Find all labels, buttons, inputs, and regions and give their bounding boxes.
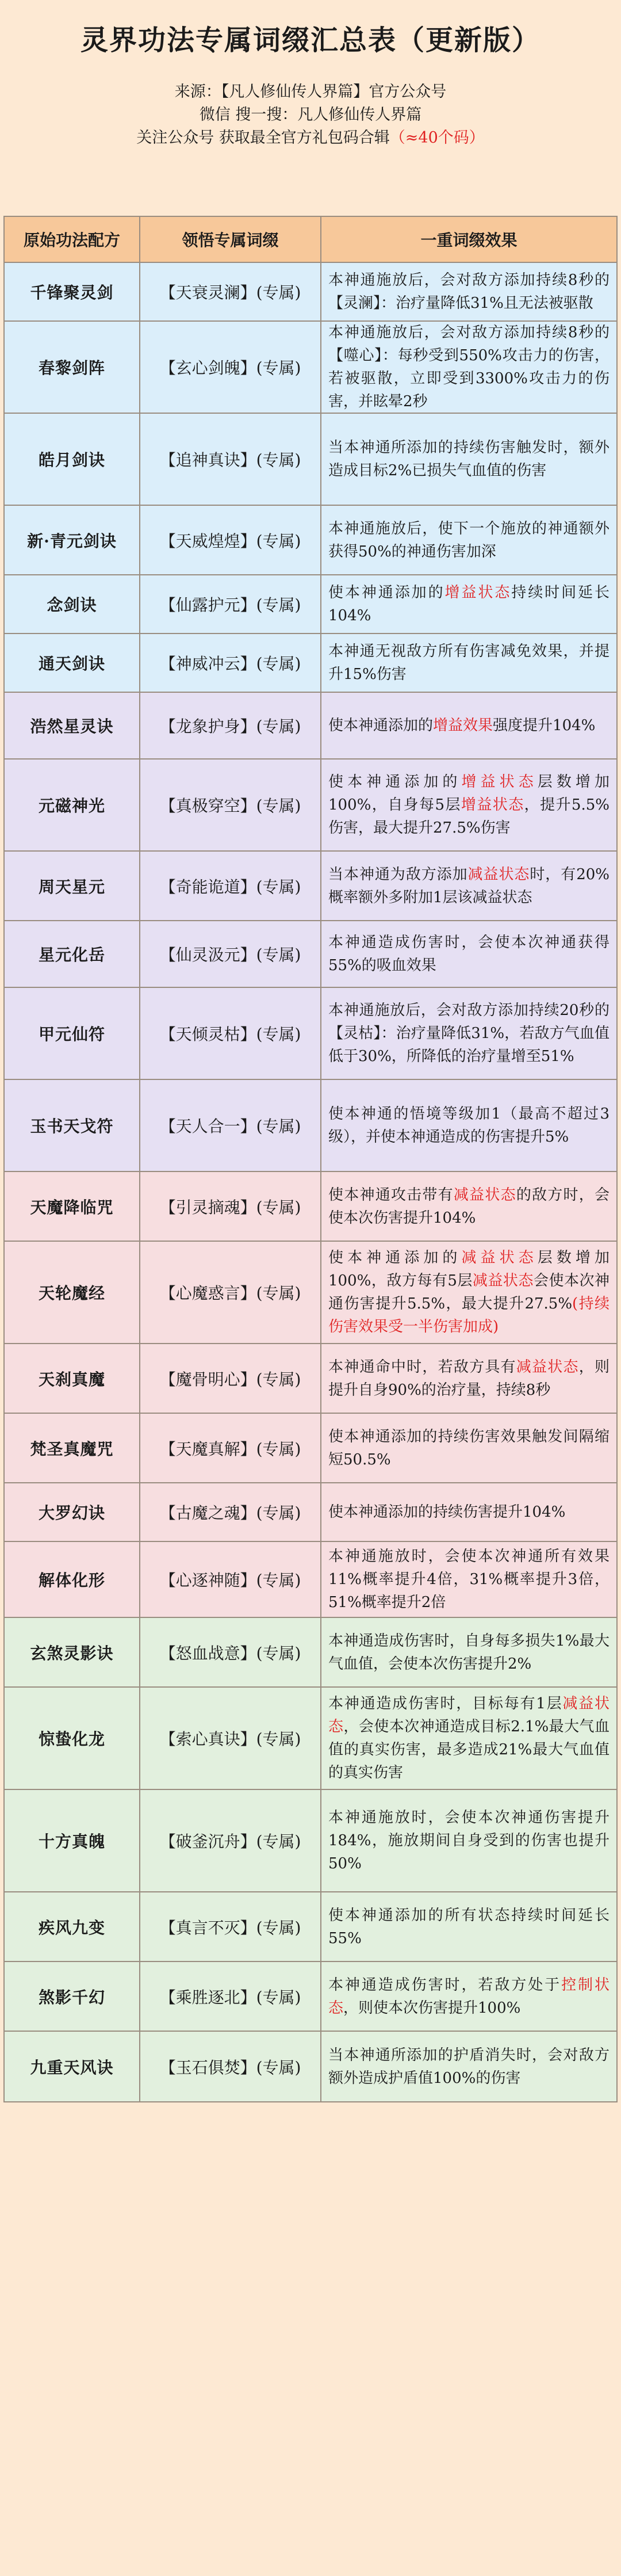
table-header: [5, 217, 616, 263]
effect-text: [328, 1356, 610, 1402]
affix-cell: 【神威冲云】(专属): [140, 634, 321, 692]
column-header-affix: 领悟专属词缀: [140, 217, 321, 262]
effect-cell: [321, 634, 616, 692]
recipe-cell: 星元化岳: [5, 921, 140, 987]
affix-cell: 【魔骨明心】(专属): [140, 1344, 321, 1413]
effect-segment: 使本神通添加的: [328, 773, 462, 791]
effect-cell: [321, 1962, 616, 2031]
effect-segment: 使本神通攻击带有: [328, 1186, 454, 1204]
table-row: [5, 852, 616, 921]
recipe-cell: 念剑诀: [5, 575, 140, 633]
status-keyword: 减益状态: [461, 1249, 538, 1266]
effect-cell: [321, 575, 616, 633]
effect-text: [328, 1501, 565, 1524]
table-row: [5, 634, 616, 693]
table-row: [5, 2032, 616, 2101]
affix-cell: 【玉石俱焚】(专属): [140, 2032, 321, 2101]
effect-cell: [321, 852, 616, 920]
table-row: [5, 760, 616, 852]
effect-segment: 持续时间延长104%: [328, 584, 610, 624]
effect-cell: [321, 506, 616, 574]
effect-text: [328, 321, 610, 413]
status-keyword: 增益效果: [433, 717, 493, 734]
recipe-cell: 皓月剑诀: [5, 414, 140, 505]
effect-segment: 使本神通添加的持续伤害提升104%: [328, 1503, 566, 1521]
recipe-cell: 十方真魄: [5, 1790, 140, 1891]
affix-cell: 【天魔真解】(专属): [140, 1414, 321, 1482]
affix-cell: 【玄心剑魄】(专属): [140, 322, 321, 413]
header: [0, 0, 621, 216]
effect-segment: 层数增加100%，敌方每有5层: [328, 1249, 610, 1289]
affix-cell: 【破釜沉舟】(专属): [140, 1790, 321, 1891]
effect-text: [328, 863, 610, 909]
effect-text: [328, 2044, 610, 2090]
effect-text: [328, 581, 610, 627]
table-row: [5, 1172, 616, 1242]
effect-text: [328, 770, 610, 839]
affix-cell: 【真极穿空】(专属): [140, 760, 321, 850]
recipe-cell: 新·青元剑诀: [5, 506, 140, 574]
status-keyword: (持续伤害效果受一半伤害加成): [328, 1295, 610, 1335]
wechat-line: 微信 搜一搜：凡人修仙传人界篇: [199, 106, 422, 124]
effect-cell: [321, 1790, 616, 1891]
table-row: [5, 921, 616, 988]
affix-cell: 【怒血战意】(专属): [140, 1618, 321, 1686]
table-row: [5, 1080, 616, 1172]
table-row: [5, 263, 616, 322]
table-row: [5, 1618, 616, 1688]
status-keyword: 减益状态: [453, 1186, 516, 1204]
effect-cell: [321, 1414, 616, 1482]
effect-text: [328, 517, 610, 563]
recipe-cell: 梵圣真魔咒: [5, 1414, 140, 1482]
page-title: 灵界功法专属词缀汇总表（更新版）: [80, 24, 540, 56]
affix-cell: 【索心真诀】(专属): [140, 1688, 321, 1789]
table-row: [5, 1892, 616, 1962]
recipe-cell: 通天剑诀: [5, 634, 140, 692]
table-row: [5, 1688, 616, 1790]
table-body: [5, 263, 616, 2101]
status-keyword: 增益状态: [444, 584, 512, 601]
affix-cell: 【引灵摘魂】(专属): [140, 1172, 321, 1241]
affix-cell: 【仙灵汲元】(专属): [140, 921, 321, 987]
effect-cell: [321, 1542, 616, 1617]
recipe-cell: 惊蛰化龙: [5, 1688, 140, 1789]
effect-segment: ，提升5.5%伤害，最大提升27.5%伤害: [328, 796, 610, 837]
recipe-cell: 甲元仙符: [5, 988, 140, 1079]
status-keyword: 控制状态: [328, 1976, 610, 2017]
effect-text: [328, 999, 610, 1068]
effect-segment: 的敌方时，会使本次伤害提升104%: [328, 1186, 610, 1227]
effect-segment: 使本神通的悟境等级加1（最高不超过3级），并使本神通造成的伤害提升5%: [328, 1105, 610, 1146]
recipe-cell: 天刹真魔: [5, 1344, 140, 1413]
affix-cell: 【天倾灵枯】(专属): [140, 988, 321, 1079]
effect-text: [328, 1184, 610, 1230]
recipe-cell: 浩然星灵诀: [5, 693, 140, 758]
effect-segment: 本神通造成伤害时，会使本次神通获得55%的吸血效果: [328, 934, 610, 974]
recipe-cell: 千锋聚灵剑: [5, 263, 140, 320]
effect-segment: 本神通造成伤害时，若敌方处于: [328, 1976, 562, 1994]
effect-text: [328, 1425, 610, 1471]
follow-line: [0, 127, 621, 150]
effect-segment: 使本神通添加的: [328, 584, 445, 601]
table-row: [5, 414, 616, 506]
effect-cell: [321, 1688, 616, 1789]
table-row: [5, 1483, 616, 1542]
affix-cell: 【天人合一】(专属): [140, 1080, 321, 1171]
effect-cell: [321, 1080, 616, 1171]
effect-segment: 使本神通添加的: [328, 1249, 462, 1266]
effect-text: [328, 1629, 610, 1676]
effect-segment: ，会使本次神通造成目标2.1%最大气血值的真实伤害，最多造成21%最大气血值的真实伤害: [328, 1718, 610, 1781]
effect-segment: ，则提升自身90%的治疗量，持续8秒: [328, 1358, 610, 1399]
status-keyword: 增益状态: [461, 796, 524, 814]
affix-cell: 【龙象护身】(专属): [140, 693, 321, 758]
recipe-cell: 春黎剑阵: [5, 322, 140, 413]
recipe-cell: 大罗幻诀: [5, 1483, 140, 1541]
status-keyword: 增益状态: [461, 773, 538, 791]
effect-cell: [321, 693, 616, 758]
effect-text: [328, 1246, 610, 1338]
effect-segment: 使本神通添加的持续伤害效果触发间隔缩短50.5%: [328, 1428, 610, 1468]
affix-cell: 【古魔之魂】(专属): [140, 1483, 321, 1541]
effect-text: [328, 1904, 610, 1950]
follow-text: 关注公众号 获取最全官方礼包码合辑: [136, 129, 390, 147]
effect-segment: 本神通施放后，会对敌方添加持续8秒的【噬心】：每秒受到550%攻击力的伤害，若被驱散，立即受到3300%攻击力的伤害，并眩晕2秒: [328, 324, 610, 410]
column-header-recipe: 原始功法配方: [5, 217, 140, 262]
effect-text: [328, 1974, 610, 2020]
effect-segment: 本神通命中时，若敌方具有: [328, 1358, 516, 1376]
effect-segment: 本神通施放后，会对敌方添加持续8秒的【灵澜】：治疗量降低31%且无法被驱散: [328, 272, 610, 312]
effect-text: [328, 714, 595, 737]
table-row: [5, 988, 616, 1080]
table-row: [5, 1242, 616, 1344]
affix-cell: 【天威煌煌】(专属): [140, 506, 321, 574]
effect-cell: [321, 988, 616, 1079]
table-row: [5, 1790, 616, 1892]
recipe-cell: 天魔降临咒: [5, 1172, 140, 1241]
table-row: [5, 1414, 616, 1483]
effect-text: [328, 640, 610, 686]
affix-cell: 【心魔惑言】(专属): [140, 1242, 321, 1343]
effect-segment: 本神通造成伤害时，目标每有1层: [328, 1695, 563, 1712]
status-keyword: 减益状态: [472, 1272, 534, 1289]
effect-cell: [321, 414, 616, 505]
effect-cell: [321, 1344, 616, 1413]
effect-segment: 使本神通添加的: [328, 717, 434, 734]
status-keyword: 减益状态: [328, 1695, 610, 1735]
effect-text: [328, 1102, 610, 1148]
effect-segment: 时，有20%概率额外多附加1层该减益状态: [328, 865, 610, 906]
table-row: [5, 1962, 616, 2032]
table-row: [5, 322, 616, 414]
affix-cell: 【仙露护元】(专属): [140, 575, 321, 633]
effect-segment: 强度提升104%: [493, 717, 596, 734]
table-row: [5, 1344, 616, 1414]
effect-text: [328, 1692, 610, 1784]
effect-segment: 本神通施放后，使下一个施放的神通额外获得50%的神通伤害加深: [328, 520, 610, 560]
recipe-cell: 天轮魔经: [5, 1242, 140, 1343]
effect-cell: [321, 921, 616, 987]
effect-text: [328, 1806, 610, 1875]
effect-segment: 当本神通所添加的护盾消失时，会对敌方额外造成护盾值100%的伤害: [328, 2046, 610, 2087]
affix-cell: 【天衰灵澜】(专属): [140, 263, 321, 320]
source-line: 来源：【凡人修仙传人界篇】官方公众号: [174, 83, 447, 101]
affix-table: [3, 216, 618, 2102]
effect-segment: 层数增加100%，自身每5层: [328, 773, 610, 814]
effect-text: [328, 269, 610, 315]
affix-cell: 【心逐神随】(专属): [140, 1542, 321, 1617]
recipe-cell: 九重天风诀: [5, 2032, 140, 2101]
recipe-cell: 周天星元: [5, 852, 140, 920]
effect-segment: ，则使本次伤害提升100%: [343, 1999, 521, 2017]
effect-cell: [321, 1172, 616, 1241]
effect-segment: 本神通造成伤害时，自身每多损失1%最大气血值，会使本次伤害提升2%: [328, 1632, 610, 1673]
status-keyword: 减益状态: [516, 1358, 579, 1376]
table-row: [5, 693, 616, 760]
effect-text: [328, 1545, 610, 1614]
effect-segment: 当本神通所添加的持续伤害触发时，额外造成目标2%已损失气血值的伤害: [328, 439, 610, 479]
table-row: [5, 1542, 616, 1618]
status-keyword: 减益状态: [467, 865, 530, 883]
effect-cell: [321, 1483, 616, 1541]
affix-cell: 【追神真诀】(专属): [140, 414, 321, 505]
follow-note: （≈40个码）: [389, 129, 485, 147]
affix-cell: 【奇能诡道】(专属): [140, 852, 321, 920]
recipe-cell: 解体化形: [5, 1542, 140, 1617]
effect-cell: [321, 760, 616, 850]
effect-segment: 本神通施放时，会使本次神通伤害提升184%，施放期间自身受到的伤害也提升50%: [328, 1809, 610, 1872]
table-row: [5, 506, 616, 575]
effect-segment: 使本神通添加的所有状态持续时间延长55%: [328, 1906, 610, 1947]
effect-segment: 本神通无视敌方所有伤害减免效果，并提升15%伤害: [328, 643, 610, 683]
effect-text: [328, 931, 610, 977]
effect-segment: 会使本次神通伤害提升5.5%，最大提升27.5%: [328, 1272, 610, 1312]
recipe-cell: 煞影千幻: [5, 1962, 140, 2031]
effect-cell: [321, 1242, 616, 1343]
effect-text: [328, 436, 610, 482]
effect-cell: [321, 2032, 616, 2101]
effect-cell: [321, 1892, 616, 1961]
effect-cell: [321, 1618, 616, 1686]
affix-cell: 【乘胜逐北】(专属): [140, 1962, 321, 2031]
affix-cell: 【真言不灭】(专属): [140, 1892, 321, 1961]
effect-cell: [321, 322, 616, 413]
effect-cell: [321, 263, 616, 320]
effect-segment: 本神通施放时，会使本次神通所有效果11%概率提升4倍，31%概率提升3倍，51%概率提升2倍: [328, 1548, 610, 1611]
recipe-cell: 玄煞灵影诀: [5, 1618, 140, 1686]
recipe-cell: 玉书天戈符: [5, 1080, 140, 1171]
recipe-cell: 元磁神光: [5, 760, 140, 850]
effect-segment: 本神通施放后，会对敌方添加持续20秒的【灵枯】：治疗量降低31%，若敌方气血值低于30%，所降低的治疗量增至51%: [328, 1002, 610, 1065]
recipe-cell: 疾风九变: [5, 1892, 140, 1961]
column-header-effect: 一重词缀效果: [420, 231, 518, 250]
table-row: [5, 575, 616, 634]
effect-segment: 当本神通为敌方添加: [328, 865, 468, 883]
